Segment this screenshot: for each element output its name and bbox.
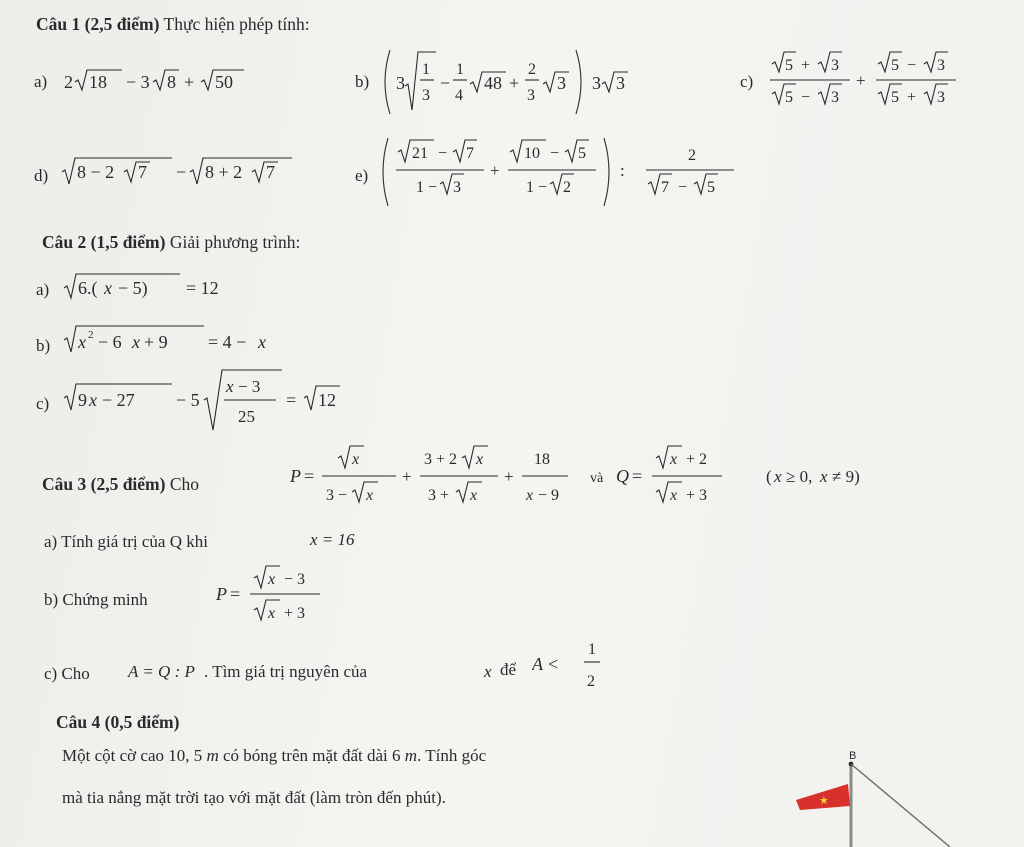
svg-text:3 −: 3 − xyxy=(326,487,348,504)
svg-text:4: 4 xyxy=(455,87,463,104)
svg-text:2: 2 xyxy=(688,147,696,164)
svg-text:+: + xyxy=(504,467,514,486)
q1a-expression xyxy=(64,64,274,96)
svg-text:1: 1 xyxy=(456,61,464,78)
svg-text:48: 48 xyxy=(484,73,502,93)
svg-text:− 5): − 5) xyxy=(118,278,148,298)
svg-text:x: x xyxy=(78,332,86,352)
svg-text:5: 5 xyxy=(785,57,793,74)
svg-text:18: 18 xyxy=(534,451,550,468)
svg-text:3: 3 xyxy=(396,73,405,93)
svg-text:− 5: − 5 xyxy=(176,390,200,410)
svg-text:x: x xyxy=(366,487,374,504)
svg-text:− 3: − 3 xyxy=(126,72,150,92)
svg-text:+: + xyxy=(856,71,866,90)
svg-text:12: 12 xyxy=(318,390,336,410)
svg-text:x: x xyxy=(774,467,782,486)
svg-text:7: 7 xyxy=(661,179,669,196)
svg-text:+: + xyxy=(509,73,520,93)
svg-text:3: 3 xyxy=(831,57,839,74)
svg-text:x: x xyxy=(670,451,678,468)
svg-text:25: 25 xyxy=(238,407,255,426)
q3b-label: b) Chứng minh xyxy=(44,590,148,609)
q1e-expression xyxy=(376,134,756,212)
svg-text:−: − xyxy=(438,145,448,162)
svg-text:3: 3 xyxy=(592,73,601,93)
svg-text:5: 5 xyxy=(891,89,899,106)
q3c-end-text: để xyxy=(500,660,517,679)
q4-title: Câu 4 (0,5 điểm) xyxy=(56,712,180,732)
svg-text:x: x xyxy=(268,605,276,622)
svg-text::: : xyxy=(620,161,625,180)
svg-text:5: 5 xyxy=(785,89,793,106)
q2b-label: b) xyxy=(36,336,51,355)
svg-text:1 −: 1 − xyxy=(526,179,548,196)
q1d-label: d) xyxy=(34,166,49,185)
svg-text:= 4 −: = 4 − xyxy=(208,332,247,352)
svg-text:50: 50 xyxy=(215,72,233,92)
q1b-expression xyxy=(378,44,698,122)
q1a-label: a) xyxy=(34,72,48,91)
svg-text:− 27: − 27 xyxy=(102,390,135,410)
svg-text:x: x xyxy=(258,332,266,352)
svg-text:x: x xyxy=(226,377,234,396)
q3-given-expression xyxy=(290,440,930,516)
svg-text:5: 5 xyxy=(707,179,715,196)
q3c-mid-text: . Tìm giá trị nguyên của xyxy=(204,662,368,681)
svg-text:−: − xyxy=(801,89,811,106)
svg-text:− 6: − 6 xyxy=(98,332,122,352)
svg-text:3: 3 xyxy=(527,87,535,104)
svg-text:−: − xyxy=(678,179,688,196)
q1e-label: e) xyxy=(355,166,369,185)
q3c-inequality xyxy=(532,632,622,702)
svg-text:P: P xyxy=(216,584,227,604)
svg-text:2: 2 xyxy=(64,72,73,92)
svg-text:−: − xyxy=(176,162,187,182)
svg-text:2: 2 xyxy=(563,179,571,196)
svg-text:− 3: − 3 xyxy=(284,571,306,588)
svg-text:x: x xyxy=(476,451,484,468)
q2c-label: c) xyxy=(36,394,50,413)
svg-text:1: 1 xyxy=(422,61,430,78)
q3b-expression xyxy=(216,560,356,630)
q3-title: Câu 3 (2,5 điểm) Cho xyxy=(42,474,200,494)
svg-text:và: và xyxy=(590,471,604,486)
svg-text:3: 3 xyxy=(453,179,461,196)
svg-text:+: + xyxy=(801,57,811,74)
q4-unit-2: m xyxy=(404,746,418,765)
svg-text:3: 3 xyxy=(831,89,839,106)
svg-text:− 3: − 3 xyxy=(238,377,261,396)
svg-text:1 −: 1 − xyxy=(416,179,438,196)
q1-title: Câu 1 (2,5 điểm) Thực hiện phép tính: xyxy=(36,14,310,34)
svg-text:+: + xyxy=(402,467,412,486)
svg-text:<: < xyxy=(548,654,559,674)
svg-text:18: 18 xyxy=(89,72,107,92)
svg-text:x: x xyxy=(526,487,534,504)
svg-text:8 + 2: 8 + 2 xyxy=(205,162,243,182)
q1c-expression xyxy=(768,46,988,118)
svg-text:+ 2: + 2 xyxy=(686,451,708,468)
q2a-expression xyxy=(62,268,262,304)
svg-text:+ 9: + 9 xyxy=(144,332,168,352)
svg-text:+ 3: + 3 xyxy=(686,487,708,504)
svg-text:−: − xyxy=(907,57,917,74)
svg-text:x: x xyxy=(670,487,678,504)
q2-title: Câu 2 (1,5 điểm) Giải phương trình: xyxy=(42,232,301,252)
svg-text:=: = xyxy=(286,390,297,410)
svg-text:=: = xyxy=(230,584,241,604)
svg-text:x: x xyxy=(352,451,360,468)
svg-text:x: x xyxy=(132,332,140,352)
svg-text:x: x xyxy=(104,278,112,298)
q3a-value: x = 16 xyxy=(310,530,355,549)
svg-text:+: + xyxy=(907,89,917,106)
q2b-expression xyxy=(62,318,302,358)
svg-text:x: x xyxy=(89,390,97,410)
svg-text:− 9: − 9 xyxy=(538,487,560,504)
svg-text:8 − 2: 8 − 2 xyxy=(77,162,115,182)
svg-text:= 12: = 12 xyxy=(186,278,219,298)
svg-text:1: 1 xyxy=(588,641,596,658)
svg-text:3 + 2: 3 + 2 xyxy=(424,451,458,468)
svg-text:7: 7 xyxy=(266,162,275,182)
q1d-expression xyxy=(60,150,300,190)
q1c-label: c) xyxy=(740,72,754,91)
svg-text:3: 3 xyxy=(422,87,430,104)
svg-text:8: 8 xyxy=(167,72,176,92)
point-b-label: B xyxy=(849,750,857,762)
flag-star-icon: ★ xyxy=(819,795,829,807)
svg-text:Q: Q xyxy=(616,466,629,486)
svg-text:3: 3 xyxy=(616,73,625,93)
svg-text:−: − xyxy=(550,145,560,162)
q4-line2: mà tia nắng mặt trời tạo với mặt đất (làm tròn đến phút). xyxy=(62,788,446,807)
svg-text:=: = xyxy=(632,466,643,486)
q3c-var: x xyxy=(484,662,492,681)
svg-text:5: 5 xyxy=(578,145,586,162)
svg-text:x: x xyxy=(820,467,828,486)
svg-text:7: 7 xyxy=(466,145,474,162)
q1b-label: b) xyxy=(355,72,370,91)
svg-text:P: P xyxy=(290,466,301,486)
svg-text:7: 7 xyxy=(138,162,147,182)
q3a-label: a) Tính giá trị của Q khi xyxy=(44,532,208,551)
svg-text:3 +: 3 + xyxy=(428,487,450,504)
svg-text:+ 3: + 3 xyxy=(284,605,306,622)
svg-text:2: 2 xyxy=(528,61,536,78)
svg-text:10: 10 xyxy=(524,145,540,162)
flagpole-figure xyxy=(780,744,1024,847)
q3c-define: A = Q : P xyxy=(128,662,195,681)
svg-text:x: x xyxy=(268,571,276,588)
svg-text:=: = xyxy=(304,466,315,486)
q4-unit-1: m xyxy=(206,746,219,765)
svg-text:9: 9 xyxy=(78,390,87,410)
svg-text:≠ 9): ≠ 9) xyxy=(832,467,860,486)
sun-ray-line xyxy=(851,764,950,847)
svg-text:2: 2 xyxy=(88,329,94,341)
q2a-label: a) xyxy=(36,280,50,299)
svg-text:≥ 0,: ≥ 0, xyxy=(786,467,813,486)
svg-text:x: x xyxy=(470,487,478,504)
svg-text:21: 21 xyxy=(412,145,428,162)
svg-text:2: 2 xyxy=(587,673,595,690)
svg-text:A: A xyxy=(532,654,543,674)
q3c-label: c) Cho xyxy=(44,664,90,683)
svg-text:3: 3 xyxy=(557,73,566,93)
svg-text:3: 3 xyxy=(937,89,945,106)
svg-text:+: + xyxy=(490,161,500,180)
svg-text:3: 3 xyxy=(937,57,945,74)
svg-text:(: ( xyxy=(766,467,772,486)
svg-text:5: 5 xyxy=(891,57,899,74)
svg-text:6.(: 6.( xyxy=(78,278,98,298)
q4-line1: Một cột cờ cao 10, 5 m có bóng trên mặt đất dài 6 m. Tính góc xyxy=(62,746,487,765)
svg-text:−: − xyxy=(440,73,451,93)
q2c-expression xyxy=(62,366,372,432)
svg-text:+: + xyxy=(184,72,195,92)
